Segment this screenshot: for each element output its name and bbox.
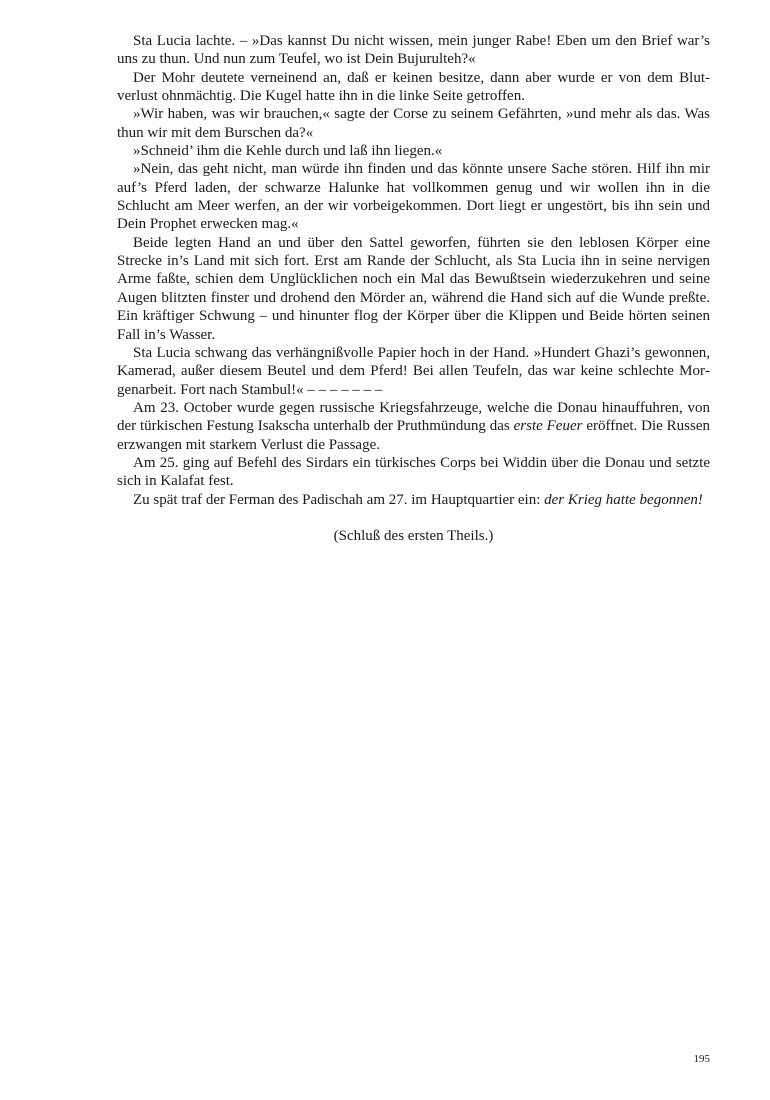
text-run: Sta Lucia lachte. – »Das kannst Du nicht wissen, mein junger Rabe! Eben um den Brief war’s uns zu thun. Und nun zum Teufel, wo ist Dein Bujurulteh?« (117, 33, 710, 68)
paragraph (117, 454, 710, 491)
paragraph (117, 234, 710, 344)
paragraph (117, 344, 710, 399)
paragraph (117, 32, 710, 69)
italic-text: erste Feuer (513, 418, 583, 435)
paragraph (117, 142, 710, 160)
text-run: »Schneid’ ihm die Kehle durch und laß ihn liegen.« (133, 143, 443, 160)
text-run: »Nein, das geht nicht, man würde ihn finden und das könnte unsere Sache stören. Hilf ihn mir auf’s Pferd laden, der schwarze Halunke hat vollkommen genug und wir wollen ihn in die Schlucht am Meer werfen, an der wir vorbeigekommen. Dort liegt er ungestört, bis ihn sein und Dein Prophet erwecken mag.« (117, 161, 710, 233)
paragraph (117, 160, 710, 233)
text-run: eröffnet. Die Russen erzwangen mit starkem Verlust die Passage. (117, 418, 710, 453)
text-run: Sta Lucia schwang das verhängnißvolle Papier hoch in der Hand. »Hundert Ghazi’s gewonnen, Kamerad, außer diesem Beutel und dem Pferd! Bei allen Teufeln, das war keine schlechte Morgenarbeit. Fort nach Stambul!« – – – – – – – (117, 344, 710, 398)
paragraph (117, 105, 710, 142)
paragraph (117, 491, 710, 509)
text-run: Der Mohr deutete verneinend an, daß er keinen besitze, dann aber wurde er von dem Blutverlust ohnmächtig. Die Kugel hatte ihn in die linke Seite getroffen. (117, 69, 710, 105)
italic-text: der Krieg hatte begonnen! (544, 491, 703, 508)
text-run: Am 25. ging auf Befehl des Sirdars ein türkisches Corps bei Widdin über die Donau und setzte sich in Kalafat fest. (117, 454, 710, 490)
page-number: 195 (693, 1053, 710, 1065)
text-run: Am 23. October wurde gegen russische Kriegsfahrzeuge, welche die Donau hinauffuhren, von der türkischen Festung Isakscha unterhalb der Pruthmündung das (117, 399, 710, 435)
paragraph (117, 69, 710, 106)
paragraph (117, 399, 710, 454)
closing-note: (Schluß des ersten Theils.) (333, 528, 494, 544)
text-run: »Wir haben, was wir brauchen,« sagte der Corse zu seinem Gefährten, »und mehr als das. Was thun wir mit dem Burschen da?« (117, 106, 710, 141)
body-text (117, 32, 710, 509)
text-run: Beide legten Hand an und über den Sattel geworfen, führten sie den leblosen Körper eine Strecke in’s Land mit sich fort. Erst am Rande der Schlucht, als Sta Lucia ihn in seine nervigen Arme faßte, schien dem Unglücklichen noch ein Mal das Bewußtsein wiederzukehren und seine Augen blitzten finster und drohend den Mörder an, während die Hand sich auf die Wunde preßte. Ein kräftiger Schwung – und hinunter flog der Körper über die Klippen und Beide hörten seinen Fall in’s Wasser. (117, 234, 710, 343)
text-run: Zu spät traf der Ferman des Padischah am 27. im Hauptquartier ein: (133, 491, 545, 508)
